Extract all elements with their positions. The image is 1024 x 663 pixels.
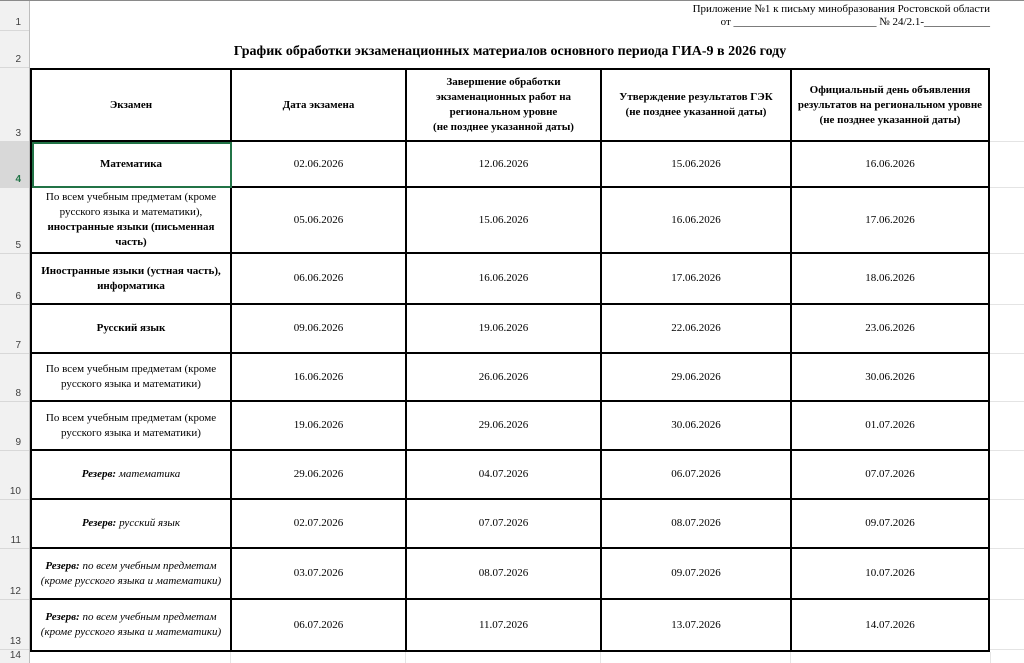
- reserve-label: Резерв:: [45, 559, 80, 572]
- cell-exam[interactable]: [32, 354, 232, 402]
- cell-processing-deadline[interactable]: 04.07.2026: [407, 451, 602, 500]
- row-header[interactable]: 6: [0, 254, 29, 305]
- annex-line1: Приложение №1 к письму минобразования Ростовской области: [692, 3, 990, 15]
- cell-processing-deadline[interactable]: 19.06.2026: [407, 305, 602, 354]
- empty-cell[interactable]: [990, 142, 1024, 188]
- cell-announcement-day[interactable]: 23.06.2026: [792, 305, 988, 354]
- table-row: [32, 354, 988, 402]
- exam-text: По всем учебным предметам (кроме русского языка и математики): [45, 411, 217, 439]
- header-text: Экзамен: [109, 98, 153, 111]
- exam-text: русский язык: [119, 517, 180, 529]
- column-gridline: [405, 652, 406, 663]
- exam-text: По всем учебным предметам (кроме русского языка и математики),: [45, 191, 217, 218]
- cell-processing-deadline[interactable]: 12.06.2026: [407, 142, 602, 188]
- active-cell-exam[interactable]: [32, 142, 232, 188]
- cell-announcement-day[interactable]: 07.07.2026: [792, 451, 988, 500]
- table-row: [32, 305, 988, 354]
- table-row: [32, 451, 988, 500]
- annex-blank2: ____________: [924, 16, 990, 28]
- table-row: [32, 188, 988, 254]
- cell-exam-date[interactable]: 29.06.2026: [232, 451, 407, 500]
- cell-exam[interactable]: [32, 451, 232, 500]
- cell-exam-date[interactable]: 02.06.2026: [232, 142, 407, 188]
- exam-text: Иностранные языки (устная часть), информатика: [41, 264, 221, 292]
- annex-line2: [30, 16, 990, 29]
- header-text: Дата экзамена: [282, 98, 355, 111]
- column-header-processing-deadline[interactable]: [407, 70, 602, 142]
- header-note: (не позднее указанной даты): [625, 106, 767, 118]
- reserve-label: Резерв:: [82, 517, 117, 529]
- column-header-exam-date[interactable]: [232, 70, 407, 142]
- cell-exam[interactable]: [32, 402, 232, 451]
- cell-announcement-day[interactable]: 18.06.2026: [792, 254, 988, 305]
- cell-announcement-day[interactable]: 16.06.2026: [792, 142, 988, 188]
- cell-exam-date[interactable]: 02.07.2026: [232, 500, 407, 549]
- cell-processing-deadline[interactable]: 15.06.2026: [407, 188, 602, 254]
- cell-announcement-day[interactable]: 30.06.2026: [792, 354, 988, 402]
- reserve-label: Резерв:: [81, 468, 117, 480]
- empty-column-strip: [990, 68, 1024, 650]
- cell-exam-date[interactable]: 19.06.2026: [232, 402, 407, 451]
- cell-exam[interactable]: [32, 600, 232, 650]
- cell-announcement-day[interactable]: 10.07.2026: [792, 549, 988, 600]
- header-text: Завершение обработки экзаменационных работ на региональном уровне: [435, 76, 572, 118]
- cell-processing-deadline[interactable]: 08.07.2026: [407, 549, 602, 600]
- empty-cell[interactable]: [990, 305, 1024, 354]
- schedule-table: [30, 68, 990, 652]
- annex-note: [30, 3, 990, 29]
- row-header-gutter: [0, 1, 30, 663]
- exam-text: Русский язык: [96, 322, 166, 334]
- document-title: График обработки экзаменационных материалов основного периода ГИА-9 в 2026 году: [233, 43, 787, 59]
- cell-announcement-day[interactable]: 09.07.2026: [792, 500, 988, 549]
- column-gridline: [790, 652, 791, 663]
- row-header[interactable]: 11: [0, 500, 29, 549]
- row-header[interactable]: 5: [0, 188, 29, 254]
- column-header-announcement-day[interactable]: [792, 70, 988, 142]
- column-gridline: [600, 652, 601, 663]
- cell-gek-approval[interactable]: 16.06.2026: [602, 188, 792, 254]
- row-header[interactable]: 13: [0, 600, 29, 650]
- table-row: [32, 142, 988, 188]
- cell-exam-date[interactable]: 09.06.2026: [232, 305, 407, 354]
- reserve-label: Резерв:: [45, 611, 80, 623]
- exam-text: по всем учебным предметам (кроме русского языка и математики): [40, 611, 222, 638]
- cell-exam-date[interactable]: 06.06.2026: [232, 254, 407, 305]
- annex-number-label: № 24/2.1-: [879, 16, 924, 28]
- empty-cell[interactable]: [990, 600, 1024, 650]
- header-note: (не позднее указанной даты): [433, 121, 574, 133]
- exam-text: Математика: [100, 157, 162, 170]
- cell-exam-date[interactable]: 03.07.2026: [232, 549, 407, 600]
- exam-text: математика: [118, 468, 181, 480]
- empty-cell[interactable]: [990, 68, 1024, 142]
- row-header[interactable]: 10: [0, 451, 29, 500]
- row-header[interactable]: 9: [0, 402, 29, 451]
- cell-processing-deadline[interactable]: 16.06.2026: [407, 254, 602, 305]
- cell-gek-approval[interactable]: 22.06.2026: [602, 305, 792, 354]
- row-header[interactable]: 14: [0, 650, 29, 663]
- cell-exam[interactable]: [32, 188, 232, 254]
- table-row: [32, 254, 988, 305]
- table-header-row: [32, 70, 988, 142]
- cell-exam-date[interactable]: 05.06.2026: [232, 188, 407, 254]
- header-text: Официальный день объявления результатов на региональном уровне: [797, 83, 983, 111]
- row-header[interactable]: 12: [0, 549, 29, 600]
- empty-cell[interactable]: [990, 549, 1024, 600]
- row-header[interactable]: 1: [0, 1, 29, 31]
- cell-processing-deadline[interactable]: 29.06.2026: [407, 402, 602, 451]
- cell-exam-date[interactable]: 06.07.2026: [232, 600, 407, 650]
- empty-cell[interactable]: [990, 500, 1024, 549]
- column-gridline: [990, 652, 991, 663]
- cell-gek-approval[interactable]: 17.06.2026: [602, 254, 792, 305]
- empty-cell[interactable]: [990, 402, 1024, 451]
- exam-text: По всем учебным предметам (кроме русского языка и математики): [45, 363, 217, 390]
- cell-gek-approval[interactable]: 08.07.2026: [602, 500, 792, 549]
- table-row: [32, 600, 988, 650]
- cell-announcement-day[interactable]: 17.06.2026: [792, 188, 988, 254]
- column-header-exam[interactable]: [32, 70, 232, 142]
- annex-from-label: от: [720, 16, 731, 28]
- row-header[interactable]: 2: [0, 31, 29, 68]
- row-header[interactable]: 7: [0, 305, 29, 354]
- cell-exam[interactable]: [32, 305, 232, 354]
- annex-blank1: __________________________: [733, 16, 877, 28]
- cell-gek-approval[interactable]: 30.06.2026: [602, 402, 792, 451]
- cell-processing-deadline[interactable]: 07.07.2026: [407, 500, 602, 549]
- cell-exam[interactable]: [32, 500, 232, 549]
- header-text: Утверждение результатов ГЭК: [619, 91, 773, 103]
- row-header[interactable]: 3: [0, 68, 29, 142]
- cell-announcement-day[interactable]: 01.07.2026: [792, 402, 988, 451]
- column-gridline: [230, 652, 231, 663]
- cell-gek-approval[interactable]: 06.07.2026: [602, 451, 792, 500]
- cell-exam-date[interactable]: 16.06.2026: [232, 354, 407, 402]
- table-row: [32, 500, 988, 549]
- empty-row-strip: [30, 652, 1024, 663]
- cell-announcement-day[interactable]: 14.07.2026: [865, 618, 915, 631]
- cell-exam[interactable]: [32, 549, 232, 600]
- cell-gek-approval[interactable]: 13.07.2026: [602, 600, 792, 650]
- cell-processing-deadline[interactable]: 11.07.2026: [407, 600, 602, 650]
- table-row: [32, 549, 988, 600]
- cell-exam[interactable]: [32, 254, 232, 305]
- empty-cell[interactable]: [990, 254, 1024, 305]
- table-row: [32, 402, 988, 451]
- column-header-gek-approval[interactable]: [602, 70, 792, 142]
- exam-text: иностранные языки (письменная часть): [47, 221, 215, 248]
- empty-cell[interactable]: [990, 451, 1024, 500]
- cell-gek-approval[interactable]: 29.06.2026: [602, 354, 792, 402]
- row-header-selected[interactable]: 4: [0, 142, 29, 188]
- empty-cell[interactable]: [990, 188, 1024, 254]
- cell-gek-approval[interactable]: 15.06.2026: [602, 142, 792, 188]
- cell-processing-deadline[interactable]: 26.06.2026: [407, 354, 602, 402]
- header-note: (не позднее указанной даты): [819, 113, 961, 126]
- exam-text: по всем учебным предметам (кроме русского языка и математики): [40, 559, 222, 587]
- cell-gek-approval[interactable]: 09.07.2026: [602, 549, 792, 600]
- empty-cell[interactable]: [990, 354, 1024, 402]
- row-header[interactable]: 8: [0, 354, 29, 402]
